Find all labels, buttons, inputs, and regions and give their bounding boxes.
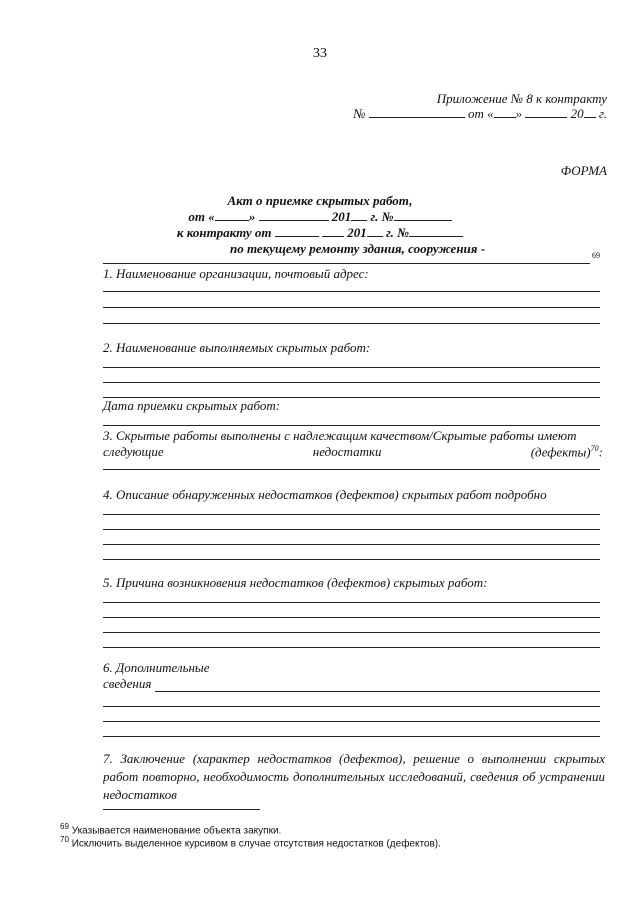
acceptance-date-line[interactable] <box>103 425 600 426</box>
title-number-field[interactable] <box>394 220 452 221</box>
title-contract-label: к контракту от <box>176 225 272 240</box>
title-year-field[interactable] <box>351 220 367 221</box>
act-title-subject: по текущему ремонту здания, сооружения - <box>230 241 486 256</box>
section-2-label: 2. Наименование выполняемых скрытых работ: <box>103 340 371 355</box>
footnote-69-text: Указывается наименование объекта закупки. <box>71 825 282 837</box>
section-6-label-2: сведения <box>103 676 152 691</box>
acceptance-date-label: Дата приемки скрытых работ: <box>103 398 281 413</box>
section-4-line-2[interactable] <box>103 529 600 530</box>
section-4-line-1[interactable] <box>103 514 600 515</box>
section-2-line-2[interactable] <box>103 382 600 383</box>
appendix-number-field[interactable] <box>369 117 465 118</box>
section-6-label-1: 6. Дополнительные <box>103 660 210 675</box>
act-title-contract-line <box>0 225 640 241</box>
section-4-label: 4. Описание обнаруженных недостатков (дефектов) скрытых работ подробно <box>103 487 547 502</box>
section-3-colon: : <box>598 444 603 460</box>
section-3-line[interactable] <box>103 469 600 470</box>
object-line[interactable] <box>103 263 590 264</box>
contract-date-field[interactable] <box>275 236 319 237</box>
act-title: Акт о приемке скрытых работ, <box>227 193 413 208</box>
appendix-month-field[interactable] <box>525 117 567 118</box>
contract-year-field[interactable] <box>367 236 383 237</box>
section-7-text: 7. Заключение (характер недостатков (дефектов), решение о выполнении скрытых работ повторно, необходимость дополнительных исследований, сведения об устранении недостатков <box>103 751 605 802</box>
appendix-quote: » <box>515 106 523 121</box>
section-5-line-4[interactable] <box>103 647 600 648</box>
title-day-field[interactable] <box>215 220 249 221</box>
title-month-field[interactable] <box>259 220 329 221</box>
section-5-line-2[interactable] <box>103 617 600 618</box>
section-5-line-3[interactable] <box>103 632 600 633</box>
contract-year-label: 201 <box>347 225 367 240</box>
act-title-date-line <box>0 209 640 225</box>
title-number-label: г. № <box>370 209 394 224</box>
section-1-label: 1. Наименование организации, почтовый адрес: <box>103 266 369 281</box>
appendix-line-2 <box>353 106 607 122</box>
section-3-line-1: 3. Скрытые работы выполнены с надлежащим качеством/Скрытые работы имеют <box>103 428 577 443</box>
contract-number-field[interactable] <box>409 236 463 237</box>
section-6-line-1[interactable] <box>155 691 600 692</box>
section-4-line-3[interactable] <box>103 544 600 545</box>
footnote-70 <box>60 835 441 849</box>
footnote-70-ref: 70 <box>60 835 69 844</box>
section-5-line-1[interactable] <box>103 602 600 603</box>
section-6-line-2[interactable] <box>103 706 600 707</box>
footnote-ref-70: 70 <box>590 444 599 453</box>
page-number: 33 <box>313 46 327 61</box>
footnote-70-text: Исключить выделенное курсивом в случае отсутствия недостатков (дефектов). <box>71 838 441 850</box>
appendix-g: г. <box>598 106 607 121</box>
section-3-word-1: следующие <box>103 444 164 459</box>
section-6-line-3[interactable] <box>103 721 600 722</box>
appendix-number-label: № <box>353 106 366 121</box>
section-5-label: 5. Причина возникновения недостатков (дефектов) скрытых работ: <box>103 575 488 590</box>
section-1-line-2[interactable] <box>103 307 600 308</box>
appendix-day-field[interactable] <box>494 117 516 118</box>
section-2-line-1[interactable] <box>103 367 600 368</box>
contract-month-field[interactable] <box>322 236 344 237</box>
footnote-separator <box>103 809 260 810</box>
appendix-year-field[interactable] <box>584 117 596 118</box>
appendix-line-1: Приложение № 8 к контракту <box>436 91 607 106</box>
section-3-line-2 <box>103 444 603 460</box>
contract-number-label: г. № <box>386 225 410 240</box>
section-3-word-3 <box>531 444 603 460</box>
section-3-defects: (дефекты) <box>530 444 591 460</box>
form-label: ФОРМА <box>560 163 607 178</box>
section-1-line-1[interactable] <box>103 291 600 292</box>
appendix-from-label: от « <box>467 106 494 121</box>
section-4-line-4[interactable] <box>103 559 600 560</box>
title-quote: » <box>248 209 256 224</box>
section-6-line-4[interactable] <box>103 736 600 737</box>
section-3-word-2: недостатки <box>312 444 382 459</box>
appendix-year-label: 20 <box>570 106 584 121</box>
footnote-ref-69: 69 <box>592 251 600 260</box>
title-from-label: от « <box>188 209 215 224</box>
title-year-label: 201 <box>331 209 352 224</box>
footnote-69-ref: 69 <box>60 822 69 831</box>
section-1-line-3[interactable] <box>103 323 600 324</box>
